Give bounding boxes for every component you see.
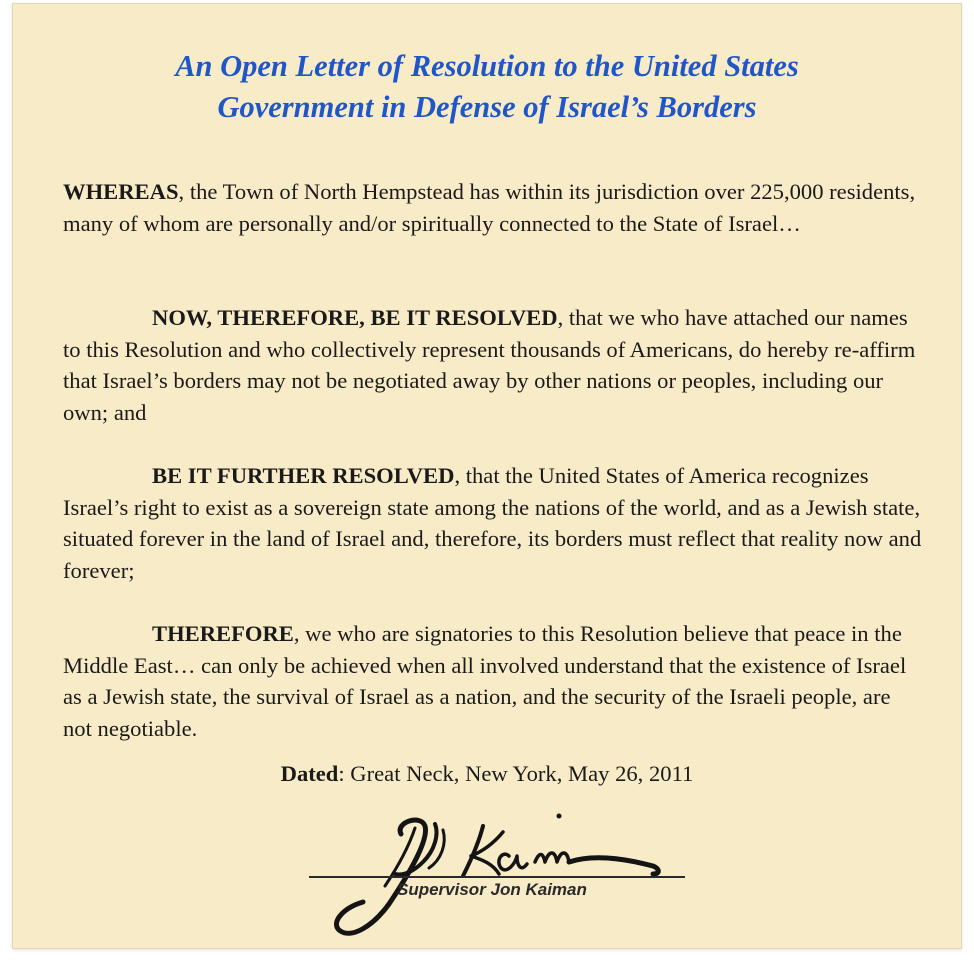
paragraph-therefore <box>63 618 923 744</box>
letter-title <box>13 46 961 128</box>
paragraph-lead: WHEREAS <box>63 179 179 204</box>
signatory-name: Supervisor Jon Kaiman <box>397 880 587 899</box>
title-line-1: An Open Letter of Resolution to the United States <box>175 49 799 83</box>
paragraph-now-therefore <box>63 302 923 428</box>
title-line-2: Government in Defense of Israel’s Borders <box>217 90 757 124</box>
paragraph-text: , that the United States of America recognizes Israel’s right to exist as a sovereign state among the nations of the world, and as a Jewish state, situated forever in the land of Israel and, therefore, its borders must reflect that reality now and forever; <box>63 463 922 583</box>
handwritten-signature <box>303 804 703 944</box>
paragraph-further-resolved <box>63 460 923 586</box>
dated-text: : Great Neck, New York, May 26, 2011 <box>338 761 694 786</box>
letter-page <box>12 3 962 949</box>
paragraph-text: , that we who have attached our names to this Resolution and who collectively represent thousands of Americans, do hereby re-affirm that Israel’s borders may not be negotiated away by other nations or peoples, including our own; and <box>63 305 916 425</box>
dated-label: Dated <box>280 761 339 786</box>
dated-line <box>13 758 961 790</box>
paragraph-whereas <box>63 176 923 239</box>
paragraph-text: , the Town of North Hempstead has within its jurisdiction over 225,000 residents, many of whom are personally and/or spiritually connected to the State of Israel… <box>63 179 916 236</box>
paragraph-text: , we who are signatories to this Resolution believe that peace in the Middle East… can only be achieved when all involved understand that the existence of Israel as a Jewish state, the survival of Israel as a nation, and the security of the Israeli people, are not negotiable. <box>63 621 907 741</box>
paragraph-lead: BE IT FURTHER RESOLVED <box>152 463 455 488</box>
paragraph-lead: NOW, THEREFORE, BE IT RESOLVED <box>152 305 558 330</box>
paragraph-lead: THEREFORE <box>152 621 294 646</box>
